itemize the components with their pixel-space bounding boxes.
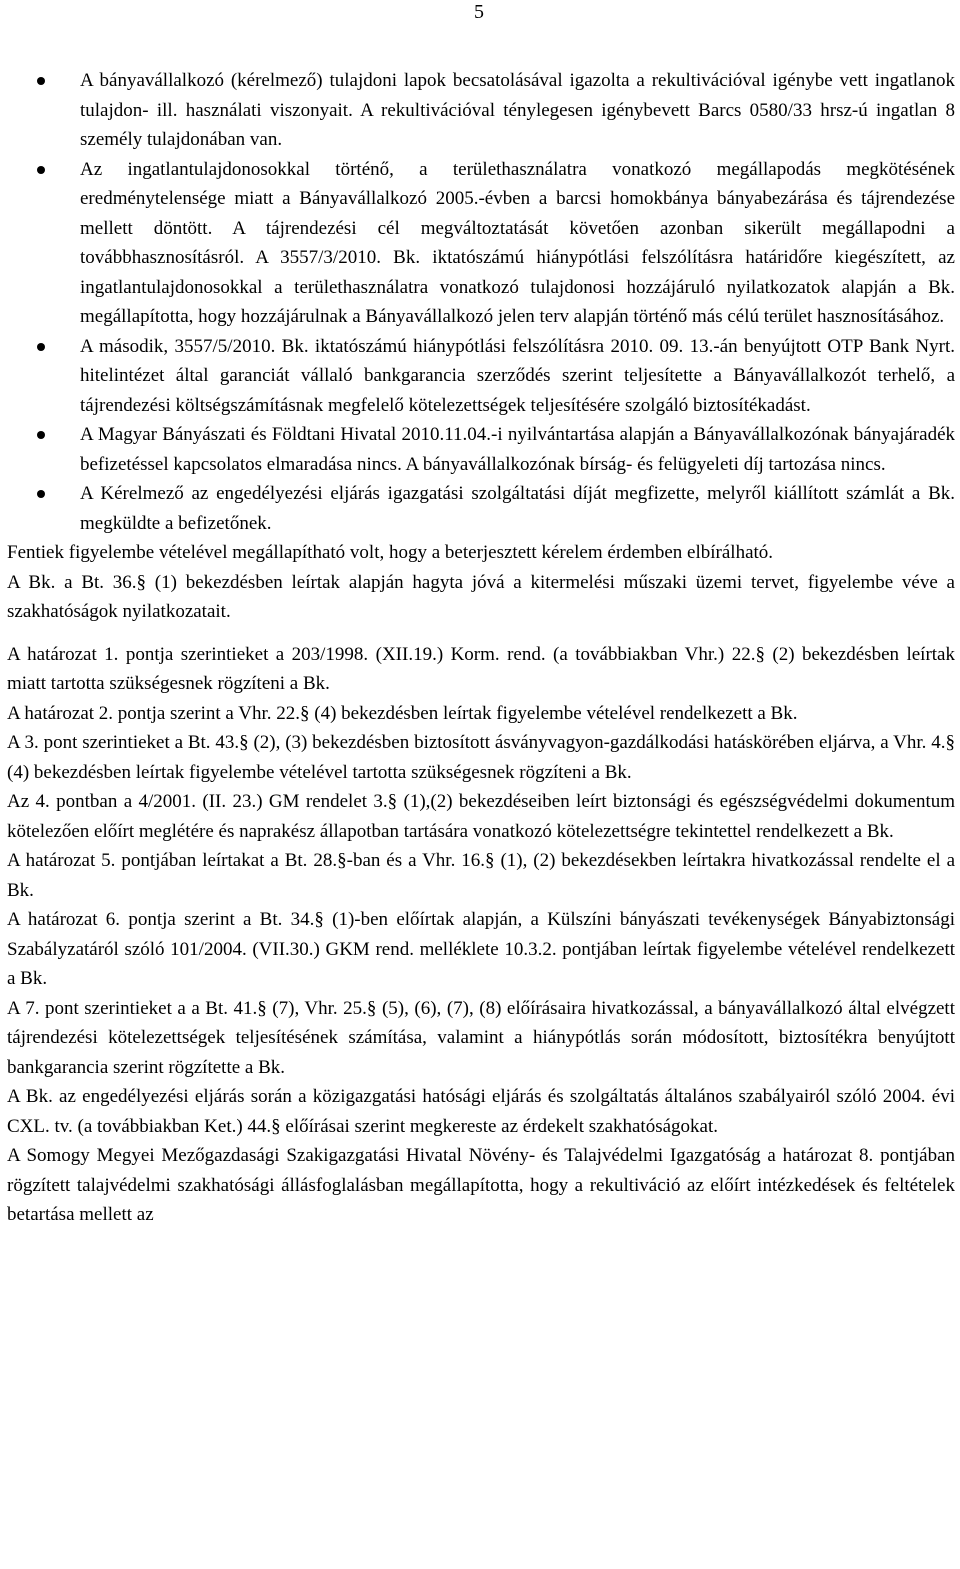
paragraph: A határozat 5. pontjában leírtakat a Bt. 28.§-ban és a Vhr. 16.§ (1), (2) bekezdésekben leírtakra hivatkozással rendelte el a Bk.: [7, 850, 955, 901]
page-number: 5: [474, 1, 484, 23]
bullet-icon: [37, 490, 45, 498]
list-item-text: A második, 3557/5/2010. Bk. iktatószámú hiánypótlási felszólításra 2010. 09. 13.-án benyújtott OTP Bank Nyrt. hitelintézet által garanciát vállaló bankgarancia szerződés szerint teljesítette a Bányavállalkozót terhelő, a tájrendezési költségszámításnak megfelelő kötelezettségek teljesítésére szolgáló biztosítékadást.: [80, 335, 955, 416]
paragraph: A 3. pont szerintieket a Bt. 43.§ (2), (3) bekezdésben biztosított ásványvagyon-gazdálkodási hatáskörében eljárva, a Vhr. 4.§ (4) bekezdésben leírtak figyelembe vételével tartotta szükségesnek rögzíteni a Bk.: [7, 732, 955, 783]
paragraph: A Bk. a Bt. 36.§ (1) bekezdésben leírtak alapján hagyta jóvá a kitermelési műszaki üzemi tervet, figyelembe véve a szakhatóságok nyilatkozatait.: [7, 571, 955, 622]
list-item: [7, 66, 955, 155]
bullet-icon: [37, 166, 45, 174]
list-item: [7, 332, 955, 421]
paragraph: A Somogy Megyei Mezőgazdasági Szakigazgatási Hivatal Növény- és Talajvédelmi Igazgatóság a határozat 8. pontjában rögzített talajvédelmi szakhatósági állásfoglalásban megállapította, hogy a rekultiváció az előírt intézkedések és feltételek betartása mellett az: [7, 1145, 955, 1225]
paragraph: Az 4. pontban a 4/2001. (II. 23.) GM rendelet 3.§ (1),(2) bekezdéseiben leírt biztonsági és egészségvédelmi dokumentum kötelezően előírt meglétére és naprakész állapotban tartására vonatkozó kötelezettségre tekintettel rendelkezett a Bk.: [7, 791, 955, 842]
list-item: [7, 155, 955, 332]
paragraph: A határozat 6. pontja szerint a Bt. 34.§ (1)-ben előírtak alapján, a Külszíni bányászati tevékenységek Bányabiztonsági Szabályzatáról szóló 101/2004. (VII.30.) GKM rend. melléklete 10.3.2. pontjában leírtak figyelembe vételével rendelkezett a Bk.: [7, 909, 955, 989]
bullet-list: [7, 66, 955, 538]
list-item: [7, 479, 955, 538]
list-item-text: A bányavállalkozó (kérelmező) tulajdoni lapok becsatolásával igazolta a rekultivációval igénybe vett ingatlanok tulajdon- ill. használati viszonyait. A rekultivációval ténylegesen igénybevett Barcs 0580/33 hrsz-ú ingatlan 8 személy tulajdonában van.: [80, 70, 955, 150]
paragraph: A határozat 2. pontja szerint a Vhr. 22.§ (4) bekezdésben leírtak figyelembe vételével rendelkezett a Bk.: [7, 702, 798, 724]
paragraph: A Bk. az engedélyezési eljárás során a közigazgatási hatósági eljárás és szolgáltatás általános szabályairól szóló 2004. évi CXL. tv. (a továbbiakban Ket.) 44.§ előírásai szerint megkereste az érdekelt szakhatóságokat.: [7, 1086, 955, 1137]
list-item-text: A Magyar Bányászati és Földtani Hivatal 2010.11.04.-i nyilvántartása alapján a Bányavállalkozónak bányajáradék befizetéssel kapcsolatos elmaradása nincs. A bányavállalkozónak bírság- és felügyeleti díj tartozása nincs.: [80, 424, 955, 475]
list-item-text: A Kérelmező az engedélyezési eljárás igazgatási szolgáltatási díját megfizette, melyről kiállított számlát a Bk. megküldte a befizetőnek.: [80, 483, 955, 534]
paragraph: A határozat 1. pontja szerintieket a 203/1998. (XII.19.) Korm. rend. (a továbbiakban Vhr.) 22.§ (2) bekezdésben leírtak miatt tartotta szükségesnek rögzíteni a Bk.: [7, 643, 955, 694]
bullet-icon: [37, 77, 45, 85]
paragraph: Fentiek figyelembe vételével megállapítható volt, hogy a beterjesztett kérelem érdemben elbírálható.: [7, 542, 774, 563]
document-body: [7, 66, 955, 1230]
paragraph: A 7. pont szerintieket a a Bt. 41.§ (7), Vhr. 25.§ (5), (6), (7), (8) előírásaira hivatkozással, a bányavállalkozó által elvégzett tájrendezési kötelezettségek teljesítésének számítása, valamint a hiánypótlás során módosított, biztosítékra benyújtott bankgarancia szerint rögzítette a Bk.: [7, 997, 955, 1078]
list-item: [7, 420, 955, 479]
list-item-text: Az ingatlantulajdonosokkal történő, a területhasználatra vonatkozó megállapodás megkötésének eredménytelensége miatt a Bányavállalkozó 2005.-évben a barcsi homokbánya bányabezárása és tájrendezése mellett döntött. A tájrendezési cél megváltoztatását követően azonban sikerült megállapodni a továbbhasznosításról. A 3557/3/2010. Bk. iktatószámú hiánypótlási felszólításra határidőre kiegészített, az ingatlantulajdonosokkal a területhasználatra vonatkozó tulajdonosi hozzájáruló nyilatkozatok alapján a Bk. megállapította, hogy hozzájárulnak a Bányavállalkozó jelen terv alapján történő más célú terület hasznosításához.: [80, 158, 955, 327]
bullet-icon: [37, 343, 45, 351]
bullet-icon: [37, 431, 45, 439]
